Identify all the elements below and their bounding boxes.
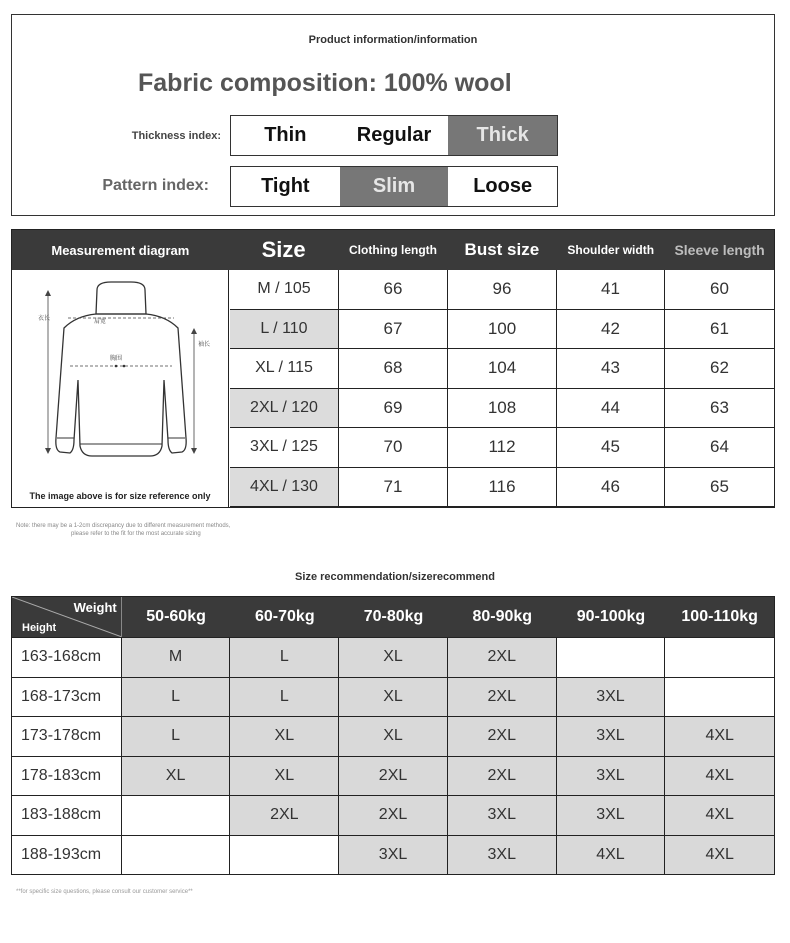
recommended-size-cell: L xyxy=(230,638,339,677)
height-range-label: 168-173cm xyxy=(12,678,122,717)
measurement-header-row xyxy=(12,230,774,270)
measurement-cell-shoulder-width: 43 xyxy=(557,349,665,389)
recommended-size-cell: L xyxy=(122,717,231,756)
measurement-cell-bust-size: 104 xyxy=(448,349,557,389)
pattern-option-tight: Tight xyxy=(261,175,310,197)
recommended-size-cell: 2XL xyxy=(339,796,448,835)
height-range-label: 178-183cm xyxy=(12,757,122,796)
recommended-size-cell: XL xyxy=(230,717,339,756)
measurement-cell-size: 2XL / 120 xyxy=(230,389,339,429)
height-range-label: 183-188cm xyxy=(12,796,122,835)
thickness-option-thin: Thin xyxy=(264,124,307,146)
measurement-values-grid xyxy=(230,270,774,507)
measurement-cell-clothing-length: 67 xyxy=(339,310,448,350)
product-info-panel xyxy=(11,14,775,216)
recommended-size-cell: XL xyxy=(122,757,231,796)
column-header-clothing-length: Clothing length xyxy=(349,243,437,257)
measurement-cell-shoulder-width: 44 xyxy=(557,389,665,429)
measurement-cell-size: 3XL / 125 xyxy=(230,428,339,468)
recommended-size-cell xyxy=(557,638,666,677)
weight-column-header: 70-80kg xyxy=(363,608,424,625)
recommended-size-cell: 2XL xyxy=(448,638,557,677)
column-header-size: Size xyxy=(261,237,306,262)
measurement-cell-bust-size: 96 xyxy=(448,270,557,310)
label-length: 衣长 xyxy=(38,315,51,322)
height-range-label: 188-193cm xyxy=(12,836,122,875)
weight-column-header: 80-90kg xyxy=(472,608,533,625)
column-header-sleeve-length: Sleeve length xyxy=(674,242,765,258)
recommended-size-cell: 3XL xyxy=(339,836,448,875)
thickness-option-regular: Regular xyxy=(356,124,432,146)
column-header-shoulder-width: Shoulder width xyxy=(567,243,655,257)
recommended-size-cell: 4XL xyxy=(665,796,774,835)
measurement-diagram-header: Measurement diagram xyxy=(51,242,190,258)
measurement-cell-sleeve-length: 62 xyxy=(665,349,774,389)
measurement-cell-sleeve-length: 61 xyxy=(665,310,774,350)
recommended-size-cell xyxy=(665,678,774,717)
thickness-scale xyxy=(230,115,558,156)
label-shoulder: 肩宽 xyxy=(94,318,107,325)
measurement-cell-sleeve-length: 65 xyxy=(665,468,774,508)
height-range-label: 163-168cm xyxy=(12,638,122,677)
recommended-size-cell xyxy=(230,836,339,875)
measurement-disclaimer xyxy=(16,522,230,538)
measurement-cell-size: M / 105 xyxy=(230,270,339,310)
recommended-size-cell: 3XL xyxy=(557,717,666,756)
weight-column-header: 50-60kg xyxy=(146,608,206,625)
recommended-size-cell xyxy=(122,836,231,875)
recommendation-row xyxy=(12,677,774,717)
measurement-cell-bust-size: 100 xyxy=(448,310,557,350)
measurement-cell-bust-size: 112 xyxy=(448,428,557,468)
recommended-size-cell: 2XL xyxy=(448,678,557,717)
recommendation-body xyxy=(12,637,774,874)
corner-weight-label: Weight xyxy=(73,600,117,615)
recommendation-row xyxy=(12,756,774,796)
measurement-cell-shoulder-width: 41 xyxy=(557,270,665,310)
measurement-cell-clothing-length: 71 xyxy=(339,468,448,508)
sweater-diagram xyxy=(12,270,229,507)
footer-note: **for specific size questions, please consult our customer service** xyxy=(16,889,193,895)
recommended-size-cell xyxy=(665,638,774,677)
recommended-size-cell: 3XL xyxy=(557,796,666,835)
measurement-cell-sleeve-length: 60 xyxy=(665,270,774,310)
measurement-cell-bust-size: 108 xyxy=(448,389,557,429)
recommended-size-cell: M xyxy=(122,638,231,677)
recommended-size-cell: 2XL xyxy=(448,717,557,756)
recommended-size-cell: 4XL xyxy=(557,836,666,875)
measurement-cell-size: 4XL / 130 xyxy=(230,468,339,508)
recommended-size-cell: 2XL xyxy=(339,757,448,796)
disclaimer-line-1: Note: there may be a 1-2cm discrepancy due to different measurement methods, xyxy=(16,523,231,529)
measurement-table xyxy=(11,229,775,508)
measurement-cell-shoulder-width: 46 xyxy=(557,468,665,508)
turtleneck-sweater-illustration xyxy=(12,270,229,480)
measurement-cell-shoulder-width: 42 xyxy=(557,310,665,350)
recommended-size-cell: XL xyxy=(339,678,448,717)
measurement-cell-bust-size: 116 xyxy=(448,468,557,508)
fabric-composition: Fabric composition: 100% wool xyxy=(138,69,512,97)
recommendation-row xyxy=(12,835,774,875)
recommended-size-cell: 3XL xyxy=(557,757,666,796)
thickness-option-thick: Thick xyxy=(448,116,557,155)
pattern-scale xyxy=(230,166,558,207)
recommended-size-cell: XL xyxy=(339,717,448,756)
recommended-size-cell: L xyxy=(230,678,339,717)
size-recommendation-title: Size recommendation/sizerecommend xyxy=(295,571,495,583)
corner-height-label: Height xyxy=(22,622,57,634)
pattern-option-loose: Loose xyxy=(473,175,533,197)
product-info-title: Product information/information xyxy=(308,34,478,46)
measurement-cell-sleeve-length: 63 xyxy=(665,389,774,429)
recommended-size-cell xyxy=(122,796,231,835)
recommended-size-cell: L xyxy=(122,678,231,717)
diagram-note: The image above is for size reference only xyxy=(29,491,211,501)
column-header-bust-size: Bust size xyxy=(464,240,540,259)
recommendation-row xyxy=(12,637,774,677)
pattern-index-label: Pattern index: xyxy=(102,177,209,194)
recommended-size-cell: 3XL xyxy=(448,836,557,875)
weight-column-header: 90-100kg xyxy=(576,608,646,625)
recommended-size-cell: XL xyxy=(339,638,448,677)
measurement-cell-shoulder-width: 45 xyxy=(557,428,665,468)
label-bust: 胸围 xyxy=(110,355,123,362)
measurement-cell-clothing-length: 69 xyxy=(339,389,448,429)
recommendation-header-row xyxy=(12,597,774,637)
measurement-cell-size: L / 110 xyxy=(230,310,339,350)
recommended-size-cell: 4XL xyxy=(665,717,774,756)
measurement-cell-size: XL / 115 xyxy=(230,349,339,389)
recommended-size-cell: 4XL xyxy=(665,836,774,875)
label-sleeve: 袖长 xyxy=(198,341,211,348)
recommended-size-cell: 2XL xyxy=(230,796,339,835)
measurement-cell-clothing-length: 68 xyxy=(339,349,448,389)
measurement-cell-clothing-length: 66 xyxy=(339,270,448,310)
recommended-size-cell: 3XL xyxy=(448,796,557,835)
size-recommendation-table xyxy=(11,596,775,875)
recommendation-row xyxy=(12,716,774,756)
weight-height-corner xyxy=(12,597,122,637)
recommended-size-cell: 3XL xyxy=(557,678,666,717)
recommended-size-cell: 2XL xyxy=(448,757,557,796)
weight-column-header: 60-70kg xyxy=(255,608,315,625)
recommendation-row xyxy=(12,795,774,835)
disclaimer-line-2: please refer to the fit for the most accurate sizing xyxy=(71,531,201,537)
pattern-option-slim: Slim xyxy=(340,167,449,206)
measurement-cell-clothing-length: 70 xyxy=(339,428,448,468)
height-range-label: 173-178cm xyxy=(12,717,122,756)
measurement-cell-sleeve-length: 64 xyxy=(665,428,774,468)
thickness-index-label: Thickness index: xyxy=(131,130,221,142)
recommended-size-cell: XL xyxy=(230,757,339,796)
recommended-size-cell: 4XL xyxy=(665,757,774,796)
weight-column-header: 100-110kg xyxy=(681,608,758,625)
